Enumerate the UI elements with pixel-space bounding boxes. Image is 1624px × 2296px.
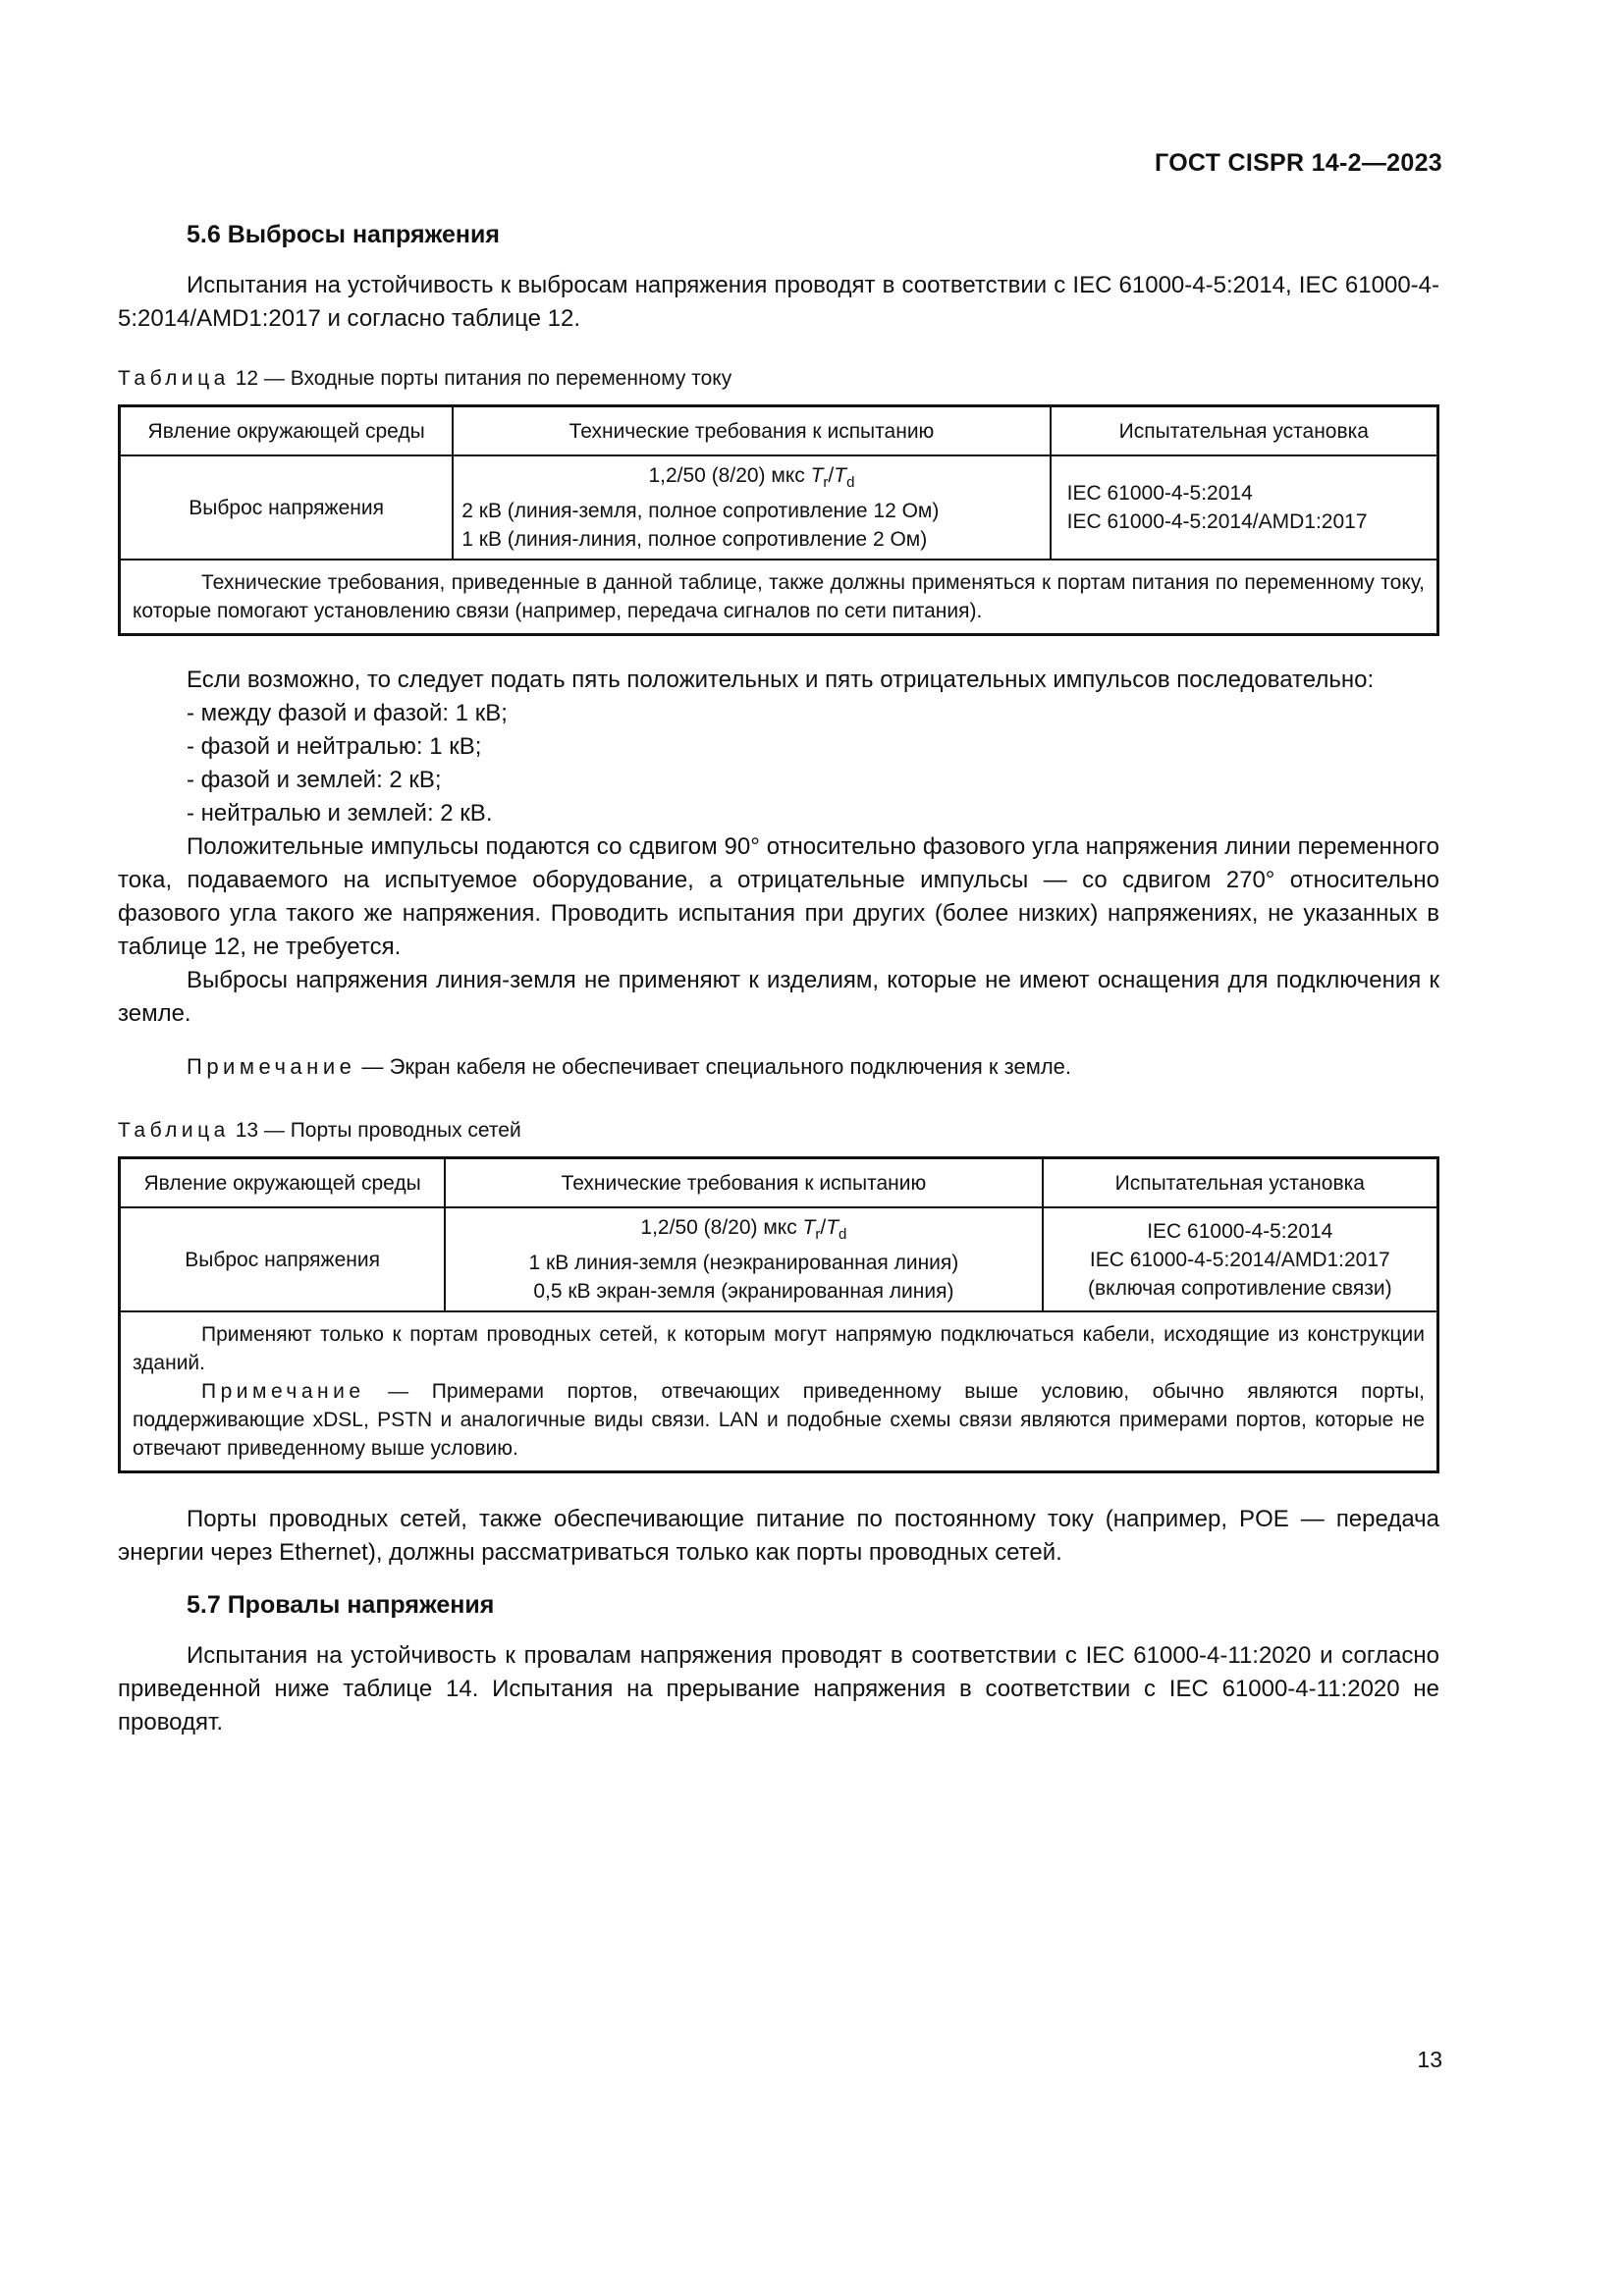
table-12-footnote-row (120, 560, 1438, 635)
table-12-req-line-3: 1 кВ (линия-линия, полное сопротивление 2 Ом) (461, 528, 928, 552)
table-13-setup (1043, 1207, 1438, 1311)
section-5-7-title: 5.7 Провалы напряжения (187, 1591, 495, 1620)
table-13-req-slash: / (820, 1216, 827, 1240)
impulses-list-item: - между фазой и фазой: 1 кВ; (187, 697, 1439, 730)
table-12 (118, 404, 1439, 636)
table-12-req-tr: T (810, 464, 824, 487)
document-code: ГОСТ CISPR 14-2—2023 (1155, 149, 1442, 177)
table-13-note (133, 1377, 1425, 1463)
impulses-para-2: Положительные импульсы подаются со сдвигом 90° относительно фазового угла напряжения линии переменного тока, подаваемого на испытуемое оборудование, а отрицательные импульсы — со сдвигом 270° относительно фазового угла такого же напряжения. Проводить испытания при других (более низких) напряжениях, не указанных в таблице 12, не требуется. (118, 833, 1439, 961)
table-12-caption-text: 12 — Входные порты питания по переменному току (235, 367, 732, 390)
table-13-setup-line-1: IEC 61000-4-5:2014 (1147, 1219, 1333, 1243)
table-13-phenomenon: Выброс напряжения (120, 1207, 446, 1311)
table-12-data-row (120, 455, 1438, 560)
impulses-list-item: - фазой и нейтралью: 1 кВ; (187, 730, 1439, 764)
impulses-list-item: - нейтралью и землей: 2 кВ. (187, 797, 1439, 830)
table-13-req-prefix: 1,2/50 (8/20) мкс (640, 1216, 803, 1240)
table-13-header-phenomenon: Явление окружающей среды (120, 1158, 446, 1208)
table-12-header-setup: Испытательная установка (1051, 406, 1438, 456)
table-13-header-row (120, 1158, 1438, 1208)
table-12-phenomenon: Выброс напряжения (120, 455, 454, 560)
table-13-caption-text: 13 — Порты проводных сетей (235, 1119, 521, 1143)
table-13-header-requirements: Технические требования к испытанию (445, 1158, 1042, 1208)
table-13-caption (118, 1117, 1439, 1145)
table-13-req-td-sub: d (839, 1226, 847, 1244)
impulses-para-3: Выбросы напряжения линия-земля не применяют к изделиям, которые не имеют оснащения для подключения к земле. (118, 967, 1439, 1028)
table-12-header-requirements: Технические требования к испытанию (453, 406, 1050, 456)
impulses-list (118, 697, 1439, 830)
table-12-setup-line-1: IEC 61000-4-5:2014 (1066, 482, 1253, 506)
table-13-req-line-1 (454, 1213, 1033, 1249)
page-content (118, 221, 1439, 1739)
table-12-req-slash: / (828, 464, 835, 487)
table-13-req-tr: T (802, 1216, 816, 1240)
table-12-req-prefix: 1,2/50 (8/20) мкс (648, 464, 811, 487)
section-5-7-intro: Испытания на устойчивость к провалам напряжения проводят в соответствии с IEC 61000-4-11:2020 и согласно приведенной ниже таблице 14. Испытания на прерывание напряжения в соответствии с IEC 61000-4-11:2020 не проводят. (118, 1642, 1439, 1736)
impulses-list-item: - фазой и землей: 2 кВ; (187, 764, 1439, 797)
table-12-setup (1051, 455, 1438, 560)
table-13-caption-word: Таблица (118, 1119, 230, 1143)
table-12-req-td: T (834, 464, 847, 487)
impulses-note-text: — Экран кабеля не обеспечивает специального подключения к земле. (355, 1054, 1072, 1080)
poe-paragraph: Порты проводных сетей, также обеспечивающие питание по постоянному току (например, POE — передача энергии через Ethernet), должны рассматриваться только как порты проводных сетей. (118, 1506, 1439, 1567)
table-13-req-td: T (826, 1216, 839, 1240)
table-13-footnote-cell (120, 1311, 1438, 1472)
table-12-header-phenomenon: Явление окружающей среды (120, 406, 454, 456)
table-13 (118, 1156, 1439, 1473)
table-12-req-line-1 (461, 461, 1041, 497)
table-12-caption (118, 365, 1439, 393)
table-13-req-line-3: 0,5 кВ экран-земля (экранированная линия) (533, 1280, 954, 1304)
table-13-footnote-row (120, 1311, 1438, 1472)
table-13-req-line-2: 1 кВ линия-земля (неэкранированная линия) (528, 1252, 959, 1275)
table-12-footnote-cell (120, 560, 1438, 635)
table-12-footnote: Технические требования, приведенные в данной таблице, также должны применяться к портам питания по переменному току, которые помогают установлению связи (например, передача сигналов по сети питания). (133, 571, 1425, 623)
table-12-setup-line-2: IEC 61000-4-5:2014/AMD1:2017 (1066, 510, 1368, 534)
table-12-req-line-2: 2 кВ (линия-земля, полное сопротивление 12 Ом) (461, 500, 940, 523)
table-12-header-row (120, 406, 1438, 456)
table-12-req-tr-sub: r (823, 474, 829, 492)
table-13-data-row (120, 1207, 1438, 1311)
section-5-6-title: 5.6 Выбросы напряжения (187, 221, 500, 248)
section-5-6-intro: Испытания на устойчивость к выбросам напряжения проводят в соответствии с IEC 61000-4-5:2014, IEC 61000-4-5:2014/AMD1:2017 и согласно таблице 12. (118, 272, 1439, 332)
table-13-requirements (445, 1207, 1042, 1311)
page-number: 13 (1417, 2047, 1442, 2072)
table-13-header-setup: Испытательная установка (1043, 1158, 1438, 1208)
table-13-note-text: — Примерами портов, отвечающих приведенному выше условию, обычно являются порты, поддерживающие xDSL, PSTN и аналогичные виды связи. LAN и подобные схемы связи являются примерами портов, которые не отвечают приведенному выше условию. (133, 1380, 1425, 1461)
table-12-requirements (453, 455, 1050, 560)
table-13-setup-line-2: IEC 61000-4-5:2014/AMD1:2017 (1089, 1248, 1390, 1271)
impulses-note-word: Примечание (187, 1054, 356, 1080)
table-13-note-word: Примечание (201, 1380, 365, 1404)
table-13-footnote: Применяют только к портам проводных сетей, к которым могут напрямую подключаться кабели, исходящие из конструкции зданий. (133, 1323, 1425, 1375)
impulses-note (118, 1052, 1439, 1082)
table-13-req-tr-sub: r (815, 1226, 821, 1244)
table-13-setup-line-3: (включая сопротивление связи) (1088, 1276, 1392, 1300)
table-12-req-td-sub: d (846, 474, 855, 492)
table-12-caption-word: Таблица (118, 367, 230, 390)
impulses-intro: Если возможно, то следует подать пять положительных и пять отрицательных импульсов последовательно: (187, 667, 1375, 694)
